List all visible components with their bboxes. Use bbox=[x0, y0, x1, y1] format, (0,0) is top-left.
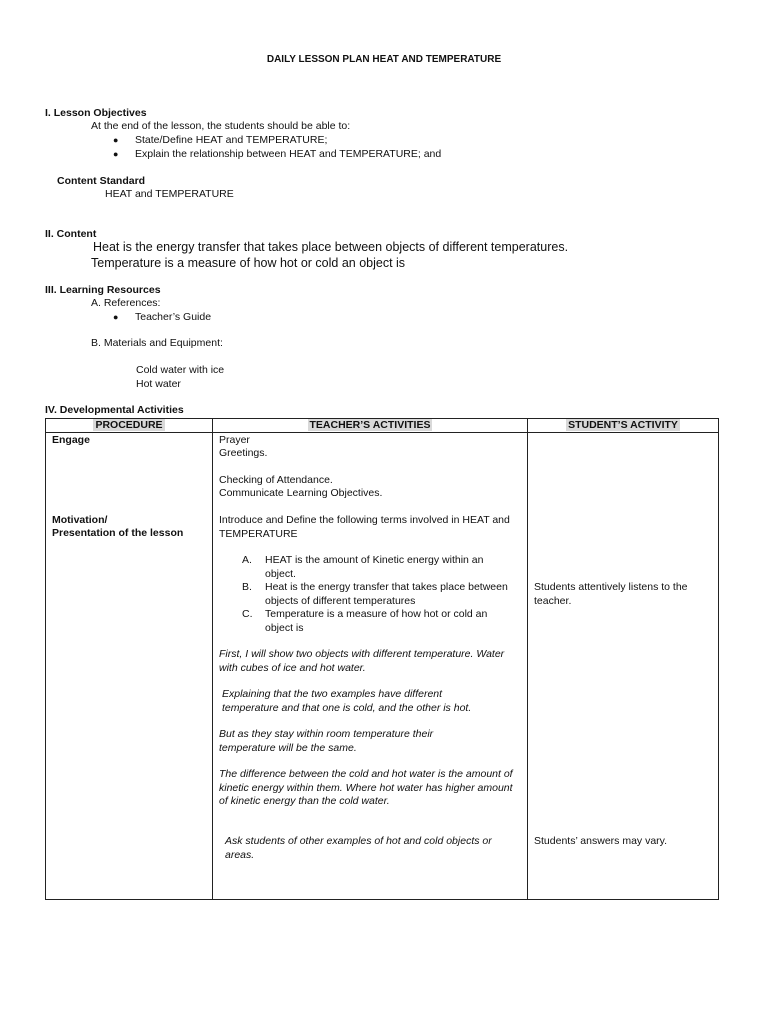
content-temperature-definition: Temperature is a measure of how hot or cold an object is bbox=[91, 256, 406, 270]
content-heat-definition: Heat is the energy transfer that takes place between objects of different temperatures. bbox=[93, 240, 569, 254]
teacher-room-temperature: But as they stay within room temperature their temperature will be the same. bbox=[219, 728, 434, 754]
content-standard-text: HEAT and TEMPERATURE bbox=[105, 188, 234, 200]
term-item: A. HEAT is the amount of Kinetic energy within an object. bbox=[242, 554, 484, 580]
teacher-explaining: Explaining that the two examples have different temperature and that one is cold, and the other is hot. bbox=[222, 688, 472, 714]
table-row bbox=[46, 433, 719, 900]
reference-item: ● Teacher’s Guide bbox=[113, 311, 212, 323]
materials-label: B. Materials and Equipment: bbox=[91, 337, 223, 349]
bullet-icon: ● bbox=[113, 149, 119, 159]
student-listens: Students attentively listens to the teacher. bbox=[534, 581, 688, 607]
teacher-difference: The difference between the cold and hot water is the amount of kinetic energy within them. Where hot water has higher amount of kinetic energy than the cold water. bbox=[219, 768, 513, 808]
teacher-cell bbox=[213, 433, 528, 900]
student-answers: Students’ answers may vary. bbox=[534, 835, 668, 848]
resources-heading: III. Learning Resources bbox=[45, 284, 161, 296]
column-header-procedure: PROCEDURE bbox=[46, 419, 213, 433]
activities-table bbox=[45, 418, 719, 900]
procedure-motivation: Motivation/ bbox=[52, 514, 108, 527]
objectives-heading: I. Lesson Objectives bbox=[45, 107, 147, 119]
objectives-intro: At the end of the lesson, the students should be able to: bbox=[91, 120, 351, 132]
bullet-icon: ● bbox=[113, 312, 119, 322]
bullet-icon: ● bbox=[113, 135, 119, 145]
student-cell bbox=[528, 433, 719, 900]
teacher-introduce: Introduce and Define the following terms involved in HEAT and TEMPERATURE bbox=[219, 514, 510, 540]
references-label: A. References: bbox=[91, 297, 161, 309]
objective-item: ● Explain the relationship between HEAT and TEMPERATURE; and bbox=[113, 148, 442, 160]
teacher-objectives: Communicate Learning Objectives. bbox=[219, 487, 383, 500]
teacher-attendance: Checking of Attendance. bbox=[219, 474, 333, 487]
term-item: C. Temperature is a measure of how hot or cold an object is bbox=[242, 608, 488, 634]
column-header-teacher: TEACHER’S ACTIVITIES bbox=[213, 419, 528, 433]
material-item: Cold water with ice bbox=[136, 364, 225, 376]
activities-heading: IV. Developmental Activities bbox=[45, 404, 184, 416]
procedure-engage: Engage bbox=[52, 434, 90, 447]
column-header-student: STUDENT’S ACTIVITY bbox=[528, 419, 719, 433]
page-title: DAILY LESSON PLAN HEAT AND TEMPERATURE bbox=[266, 54, 502, 65]
teacher-ask: Ask students of other examples of hot and cold objects or areas. bbox=[225, 835, 492, 861]
teacher-greetings: Greetings. bbox=[219, 447, 268, 460]
material-item: Hot water bbox=[136, 378, 181, 390]
term-item: B. Heat is the energy transfer that takes place between objects of different temperatures bbox=[242, 581, 508, 607]
teacher-first-show: First, I will show two objects with different temperature. Water with cubes of ice and hot water. bbox=[219, 648, 505, 674]
content-heading: II. Content bbox=[45, 228, 97, 240]
table-header-row bbox=[46, 419, 719, 433]
procedure-cell bbox=[46, 433, 213, 900]
procedure-presentation: Presentation of the lesson bbox=[52, 527, 184, 540]
teacher-prayer: Prayer bbox=[219, 434, 250, 447]
content-standard-heading: Content Standard bbox=[57, 175, 146, 187]
objective-item: ● State/Define HEAT and TEMPERATURE; bbox=[113, 134, 328, 146]
